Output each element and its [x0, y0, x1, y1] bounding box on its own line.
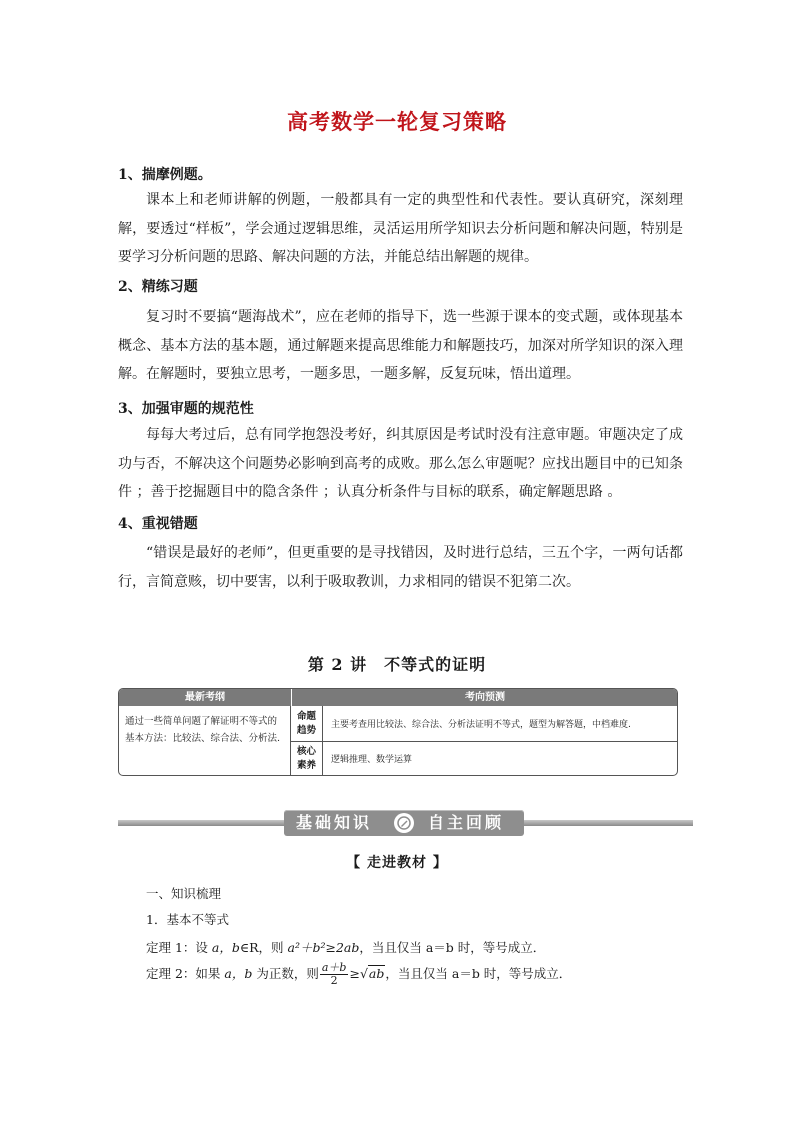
theorem-2	[146, 962, 571, 987]
outline-subheading: 1．基本不等式	[146, 912, 229, 927]
fraction-numerator: a＋b	[321, 961, 347, 974]
theorem-2-prefix: 定理 2：如果	[146, 966, 225, 981]
section-1-heading: 1、揣摩例题。	[118, 167, 212, 183]
section-1-text: 课本上和老师讲解的例题，一般都具有一定的典型性和代表性。要认真研究，深刻理解，要透过“样板”，学会通过逻辑思维，灵活运用所学知识去分析问题和解决问题，特别是要学习分析问题的思路、解决问题的方法，并能总结出解题的规律。	[118, 192, 683, 265]
row-label: 命题趋势	[291, 706, 323, 741]
table-row	[291, 706, 677, 742]
outline-heading: 一、知识梳理	[146, 886, 222, 901]
theorem-1-formula: a²＋b²≥2ab	[287, 940, 360, 955]
fraction	[320, 962, 349, 987]
section-3-text: 每每大考过后，总有同学抱怨没考好，纠其原因是考试时没有注意审题。审题决定了成功与否，不解决这个问题势必影响到高考的成败。那么怎么审题呢？应找出题目中的已知条件 ；善于挖掘题目中的隐含条件 ；认真分析条件与目标的联系，确定解题思路 。	[118, 427, 683, 500]
header-latest-outline: 最新考纲	[185, 692, 225, 703]
geq-symbol: ≥	[349, 966, 360, 981]
theorem-1-vars: a，b	[211, 940, 240, 955]
exam-outline-table	[118, 688, 678, 776]
table-row	[291, 742, 677, 775]
theorem-1-suffix: ，当且仅当 a＝b 时，等号成立．	[359, 940, 546, 955]
theorem-2-suffix: ，当且仅当 a＝b 时，等号成立．	[385, 966, 572, 981]
fraction-denominator: 2	[330, 974, 338, 987]
subsection-title: 【 走进教材 】	[346, 855, 448, 871]
outline-cell: 通过一些简单问题了解证明不等式的基本方法：比较法、综合法、分析法.	[119, 706, 291, 775]
section-2-heading: 2、精练习题	[118, 279, 198, 295]
row-label: 核心素养	[291, 742, 323, 775]
lecture-title: 第 2 讲 不等式的证明	[307, 655, 487, 674]
section-4-text: “错误是最好的老师”，但更重要的是寻找错因，及时进行总结，三五个字，一两句话都行，言简意赅，切中要害，以利于吸取教训，力求相同的错误不犯第二次。	[118, 545, 683, 590]
theorem-1-in-r: ∈R，则	[239, 940, 288, 955]
theorem-2-vars: a，b	[224, 966, 253, 981]
main-title: 高考数学一轮复习策略	[287, 109, 507, 134]
pen-circle-icon	[394, 813, 414, 833]
table-header	[119, 689, 677, 706]
theorem-1	[146, 938, 545, 956]
theorem-1-prefix: 定理 1：设	[146, 940, 212, 955]
banner-right-text: 自主回顾	[428, 813, 505, 832]
square-root	[360, 966, 385, 981]
section-4-heading: 4、重视错题	[118, 516, 198, 532]
sqrt-symbol: √	[359, 966, 368, 981]
banner-left-text: 基础知识	[296, 813, 373, 832]
radicand: ab	[368, 966, 385, 981]
section-3-heading: 3、加强审题的规范性	[118, 401, 254, 417]
row-text: 主要考查用比较法、综合法、分析法证明不等式，题型为解答题，中档难度.	[331, 720, 631, 730]
section-2-text: 复习时不要搞“题海战术”，应在老师的指导下，选一些源于课本的变式题，或体现基本概念、基本方法的基本题，通过解题来提高思维能力和解题技巧，加深对所学知识的深入理解。在解题时，要独立思考，一题多思，一题多解，反复玩味，悟出道理。	[118, 309, 683, 382]
row-text: 逻辑推理、数学运算	[331, 755, 413, 765]
header-exam-forecast: 考向预测	[291, 689, 678, 706]
theorem-2-mid: 为正数，则	[252, 966, 319, 981]
